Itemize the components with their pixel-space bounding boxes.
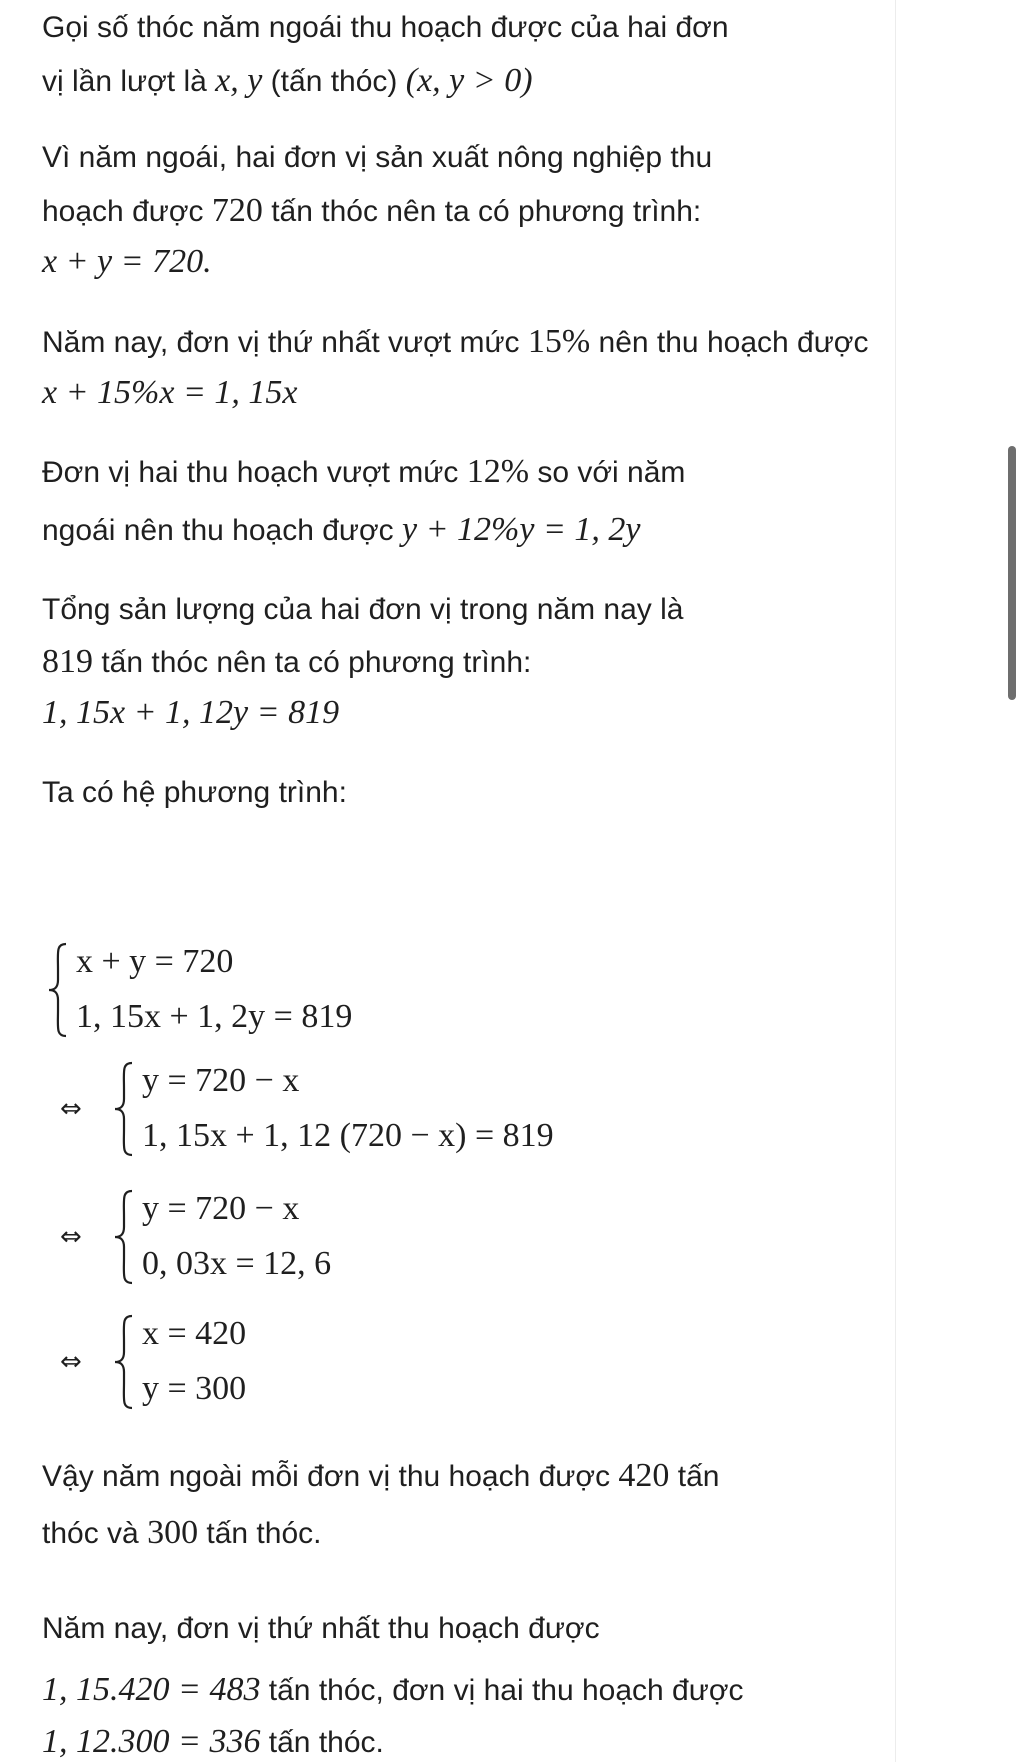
- p8-line3-text: tấn thóc.: [260, 1726, 384, 1759]
- p4-equation: y + 12%y = 1, 2y: [402, 511, 641, 548]
- p4-line1: [42, 452, 685, 493]
- p7-number-1: 420: [618, 1457, 670, 1494]
- p1-condition: (x, y > 0): [405, 62, 533, 99]
- p7-line1: [42, 1456, 719, 1497]
- p2-line1-text: Vì năm ngoái, hai đơn vị sản xuất nông nghiệp thu: [42, 141, 713, 174]
- iff-symbol: ⇔: [60, 1094, 82, 1124]
- p5-line1-text: Tổng sản lượng của hai đơn vị trong năm nay là: [42, 593, 684, 626]
- p6-line1-text: Ta có hệ phương trình:: [42, 776, 347, 809]
- system-1-row1: x + y = 720: [76, 943, 234, 980]
- system-2-row1: y = 720 − x: [142, 1062, 300, 1099]
- p3-line1-text: Năm nay, đơn vị thứ nhất vượt mức: [42, 326, 528, 359]
- p3-equation: x + 15%x = 1, 15x: [42, 374, 298, 411]
- right-margin-pane: [895, 0, 1024, 1762]
- iff-symbol: ⇔: [60, 1347, 82, 1377]
- p5-line2: [42, 642, 531, 683]
- left-brace-icon: [112, 1059, 136, 1159]
- p5-line1: [42, 590, 683, 630]
- system-4-row2: y = 300: [142, 1370, 247, 1407]
- p1-line1: [42, 8, 729, 48]
- system-4-row1: x = 420: [142, 1315, 247, 1352]
- system-2-row2: 1, 15x + 1, 12 (720 − x) = 819: [142, 1117, 554, 1154]
- p4-percent: 12%: [466, 453, 530, 490]
- p8-line3: [42, 1722, 384, 1763]
- p2-line2-text2: tấn thóc nên ta có phương trình:: [262, 195, 702, 228]
- p2-line1: [42, 138, 712, 178]
- p5-line3: [42, 693, 339, 734]
- p7-line1-text: Vậy năm ngoài mỗi đơn vị thu hoạch được: [42, 1460, 619, 1493]
- p3-percent: 15%: [527, 323, 591, 360]
- p4-line2: [42, 510, 641, 551]
- p5-number: 819: [42, 643, 93, 680]
- system-4: [42, 1312, 442, 1412]
- left-brace-icon: [46, 940, 70, 1040]
- p4-line2-text: ngoái nên thu hoạch được: [42, 514, 403, 547]
- system-2: [42, 1059, 742, 1159]
- system-1-row2: 1, 15x + 1, 2y = 819: [76, 998, 353, 1035]
- system-1: [46, 940, 546, 1040]
- system-3-row2: 0, 03x = 12, 6: [142, 1245, 332, 1282]
- p3-line1: [42, 322, 868, 363]
- p8-line1-text: Năm nay, đơn vị thứ nhất thu hoạch được: [42, 1612, 600, 1645]
- left-brace-icon: [112, 1312, 136, 1412]
- p2-line2-text: hoạch được: [42, 195, 212, 228]
- system-3-row1: y = 720 − x: [142, 1190, 300, 1227]
- p1-line2-text: vị lần lượt là: [42, 65, 216, 98]
- p1-vars: x, y: [215, 62, 263, 99]
- p1-line2-text2: (tấn thóc): [262, 65, 406, 98]
- p5-equation: 1, 15x + 1, 12y = 819: [42, 694, 340, 731]
- p2-number: 720: [211, 192, 263, 229]
- p8-equation-1: 1, 15.420 = 483: [42, 1671, 261, 1708]
- p1-line1-text: Gọi số thóc năm ngoái thu hoạch được của hai đơn: [42, 11, 729, 44]
- p4-line1-text: Đơn vị hai thu hoạch vượt mức: [42, 456, 467, 489]
- p8-equation-2: 1, 12.300 = 336: [42, 1723, 261, 1760]
- iff-symbol: ⇔: [60, 1222, 82, 1252]
- p5-line2-text: tấn thóc nên ta có phương trình:: [93, 646, 532, 679]
- p2-equation: x + y = 720.: [42, 243, 212, 280]
- p2-line3: [42, 242, 212, 283]
- p1-line2: [42, 61, 533, 102]
- p7-line2-text: thóc và: [42, 1517, 148, 1550]
- p6-line1: [42, 773, 347, 813]
- p3-line2: [42, 373, 297, 414]
- scrollbar-thumb[interactable]: [1008, 446, 1016, 700]
- p3-line1-text2: nên thu hoạch được: [590, 326, 869, 359]
- p7-number-2: 300: [147, 1514, 199, 1551]
- left-brace-icon: [112, 1187, 136, 1287]
- p8-line2-text: tấn thóc, đơn vị hai thu hoạch được: [260, 1674, 744, 1707]
- p7-line1-text2: tấn: [669, 1460, 720, 1493]
- p2-line2: [42, 191, 701, 232]
- p4-line1-text2: so với năm: [529, 456, 686, 489]
- p7-line2: [42, 1513, 321, 1554]
- p8-line2: [42, 1670, 744, 1711]
- system-3: [42, 1187, 542, 1287]
- p7-line2-text2: tấn thóc.: [198, 1517, 322, 1550]
- p8-line1: [42, 1609, 600, 1649]
